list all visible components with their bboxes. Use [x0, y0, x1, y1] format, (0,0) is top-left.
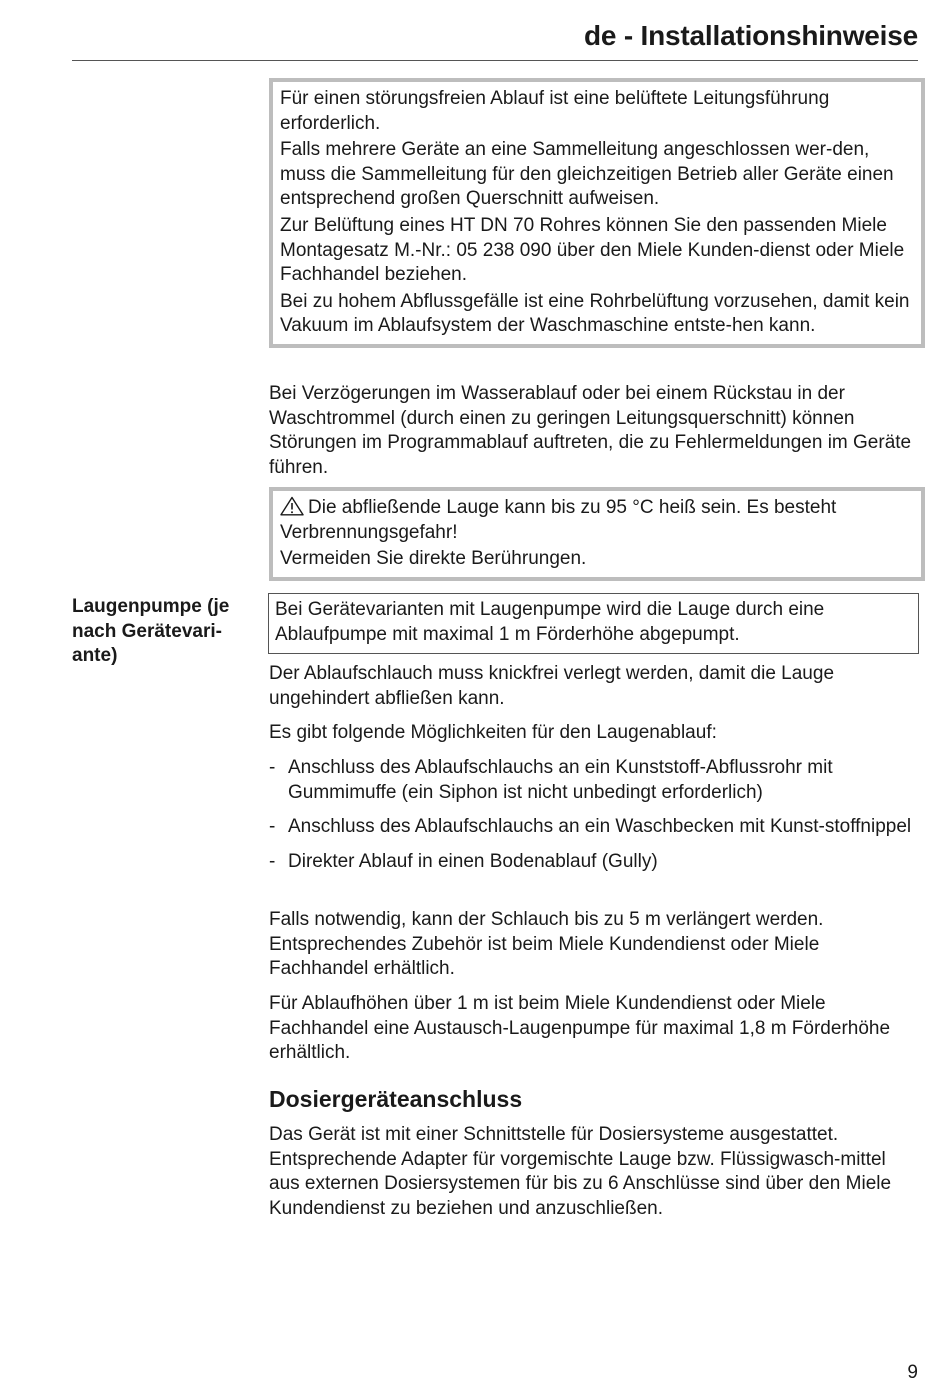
warning-triangle-icon — [280, 496, 304, 516]
list-item — [269, 756, 919, 805]
box-paragraph: Falls mehrere Geräte an eine Sammelleitung angeschlossen wer-den, muss die Sammelleitung für den gleichzeitigen Betrieb aller Geräte einen entsprechend großen Querschnitt aufweisen. — [280, 139, 894, 210]
dosing-paragraph: Das Gerät ist mit einer Schnittstelle für Dosiersysteme ausgestattet. Entsprechende Adapter für vorgemischte Lauge bzw. Flüssigwasch-mittel aus externen Dosiersystemen für bis zu 6 Anschlüsse sind über den Miele Kundendienst zu beziehen und anzuschließen. — [269, 1124, 892, 1219]
extension-paragraph: Falls notwendig, kann der Schlauch bis zu 5 m verlängert werden. Entsprechendes Zubehör ist beim Miele Kundendienst oder Miele Fachhandel erhältlich. — [269, 909, 824, 980]
list-dash: - — [269, 816, 276, 838]
options-paragraph: Es gibt folgende Möglichkeiten für den Laugenablauf: — [269, 722, 717, 743]
list-dash: - — [269, 850, 276, 872]
list-item-text: Anschluss des Ablaufschlauchs an ein Kunststoff-Abflussrohr mit Gummimuffe (ein Siphon ist nicht unbedingt erforderlich) — [288, 757, 833, 803]
warning-text: Die abfließende Lauge kann bis zu 95 °C heiß sein. Es besteht Verbrennungsgefahr! — [280, 497, 837, 543]
list-item-text: Anschluss des Ablaufschlauchs an ein Waschbecken mit Kunst-stoffnippel — [288, 816, 912, 838]
box-paragraph: Für einen störungsfreien Ablauf ist eine belüftete Leitungsführung erforderlich. — [280, 88, 830, 134]
warning-box — [269, 487, 925, 581]
hose-paragraph: Der Ablaufschlauch muss knickfrei verlegt werden, damit die Lauge ungehindert abfließen kann. — [269, 663, 835, 709]
warning-line-1 — [280, 496, 915, 545]
pump-height-paragraph: Für Ablaufhöhen über 1 m ist beim Miele Kundendienst oder Miele Fachhandel eine Austausch-Laugenpumpe für maximal 1,8 m Förderhöhe erhältlich. — [269, 993, 891, 1064]
box-paragraph: Zur Belüftung eines HT DN 70 Rohres können Sie den passenden Miele Montagesatz M.-Nr.: 05 238 090 über den Miele Kunden-dienst oder Miele Fachhandel beziehen. — [280, 214, 905, 286]
warning-line-2: Vermeiden Sie direkte Berührungen. — [280, 548, 587, 570]
drain-pump-info-box: Bei Gerätevarianten mit Laugenpumpe wird die Lauge durch eine Ablaufpumpe mit maximal 1 m Förderhöhe abgepumpt. — [268, 593, 919, 654]
ventilation-info-box — [269, 78, 925, 348]
box-paragraph: Bei zu hohem Abflussgefälle ist eine Rohrbelüftung vorzusehen, damit kein Vakuum im Ablaufsystem der Waschmaschine entste-hen kann. — [280, 290, 910, 337]
list-item-text: Direkter Ablauf in einen Bodenablauf (Gully) — [288, 850, 658, 872]
header-divider — [72, 60, 918, 61]
list-dash: - — [269, 757, 276, 778]
drain-options-list — [269, 756, 919, 874]
delay-paragraph: Bei Verzögerungen im Wasserablauf oder bei einem Rückstau in der Waschtrommel (durch einen zu geringen Leitungsquerschnitt) können Störungen im Programmablauf auftreten, die zu Fehlermeldungen im Geräte führen. — [269, 383, 912, 478]
page-number: 9 — [907, 1362, 918, 1383]
section-label-drain-pump: Laugenpumpe (je nach Gerätevari-ante) — [72, 596, 230, 667]
page-header-title: de - Installationshinweise — [584, 20, 918, 51]
list-item — [269, 815, 919, 840]
section-heading-dosing: Dosiergeräteanschluss — [269, 1086, 523, 1112]
list-item — [269, 850, 919, 875]
